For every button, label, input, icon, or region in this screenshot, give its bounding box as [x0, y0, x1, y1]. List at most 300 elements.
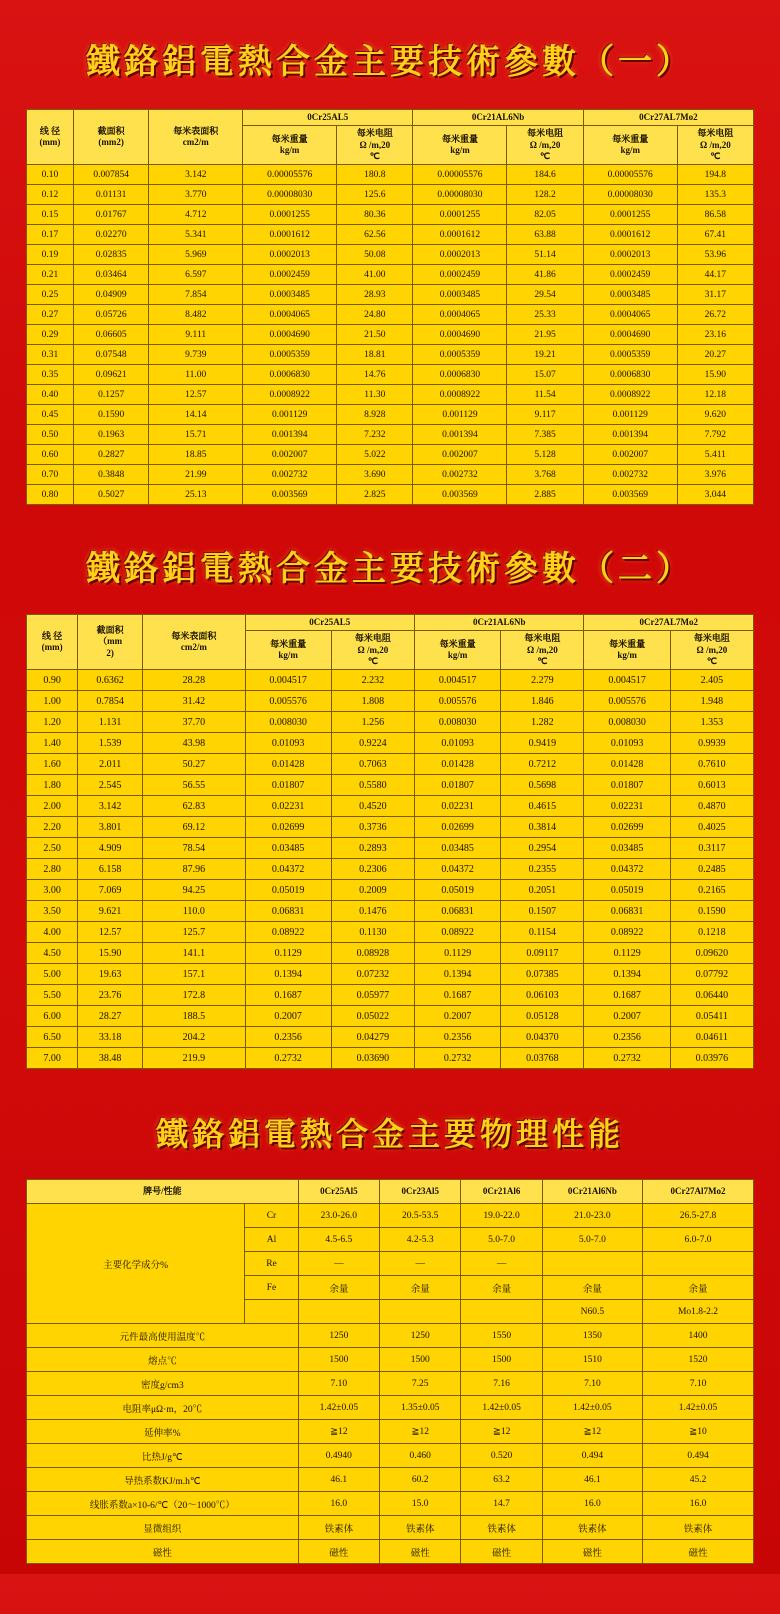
table-cell: 3.00: [27, 880, 78, 901]
table-cell: 0.19: [27, 245, 74, 265]
subheader-resistance-3: 每米电阻 Ω /m,20 ℃: [677, 126, 753, 165]
table-cell: 0.2732: [584, 1048, 670, 1069]
table-cell: 8.928: [337, 405, 413, 425]
header-col-0cr21al6: 0Cr21Al6: [461, 1180, 542, 1204]
table-cell: 0.05128: [501, 1006, 584, 1027]
property-value: 16.0: [298, 1492, 379, 1516]
table-3-wrapper: [0, 1179, 780, 1564]
subheader-resistance-3: 每米电阻 Ω /m,20 ℃: [670, 631, 753, 670]
property-value: 45.2: [643, 1468, 754, 1492]
table-cell: 5.022: [337, 445, 413, 465]
table-cell: 0.2007: [245, 1006, 331, 1027]
table-cell: 0.02270: [73, 225, 148, 245]
table-cell: 194.8: [677, 165, 753, 185]
property-value: 磁性: [643, 1540, 754, 1564]
table-cell: 0.03768: [501, 1048, 584, 1069]
composition-value: 5.0-7.0: [461, 1228, 542, 1252]
property-value: 1550: [461, 1324, 542, 1348]
table-cell: 0.01767: [73, 205, 148, 225]
header-section-area: 截面积 （mm 2): [78, 615, 143, 670]
table-cell: 0.04372: [245, 859, 331, 880]
table-cell: 53.96: [677, 245, 753, 265]
composition-value: —: [461, 1252, 542, 1276]
header-alloy-0cr21al6nb: 0Cr21AL6Nb: [414, 615, 583, 631]
property-value: 0.4940: [298, 1444, 379, 1468]
table-row: [27, 1027, 754, 1048]
table-cell: 0.5027: [73, 485, 148, 505]
table-cell: 0.4870: [670, 796, 753, 817]
table-cell: 9.620: [677, 405, 753, 425]
table-cell: 2.80: [27, 859, 78, 880]
table-cell: 0.04372: [584, 859, 670, 880]
property-value: ≧12: [461, 1420, 542, 1444]
table-cell: 2.50: [27, 838, 78, 859]
table-cell: 12.57: [78, 922, 143, 943]
table-cell: 1.948: [670, 691, 753, 712]
table-row: [27, 425, 754, 445]
composition-value: [643, 1252, 754, 1276]
table-cell: 0.04611: [670, 1027, 753, 1048]
composition-element: Re: [245, 1252, 298, 1276]
table-cell: 0.0005359: [243, 345, 337, 365]
property-value: ≧12: [542, 1420, 642, 1444]
table-cell: 0.0008922: [243, 385, 337, 405]
table-3-body: [27, 1204, 754, 1564]
composition-value: 6.0-7.0: [643, 1228, 754, 1252]
table-cell: 0.70: [27, 465, 74, 485]
table-cell: 1.353: [670, 712, 753, 733]
header-surface-area: 每米表面积 cm2/m: [143, 615, 245, 670]
table-cell: 0.08922: [414, 922, 500, 943]
table-2-head: [27, 615, 754, 670]
table-cell: 1.40: [27, 733, 78, 754]
table-cell: 3.976: [677, 465, 753, 485]
table-cell: 6.50: [27, 1027, 78, 1048]
table-cell: 51.14: [507, 245, 583, 265]
property-row: [27, 1372, 754, 1396]
table-row: [27, 670, 754, 691]
table-row: [27, 922, 754, 943]
table-row: [27, 345, 754, 365]
table-cell: 0.09621: [73, 365, 148, 385]
table-cell: 1.846: [501, 691, 584, 712]
table-cell: 0.45: [27, 405, 74, 425]
table-cell: 23.76: [78, 985, 143, 1006]
table-cell: 0.02699: [245, 817, 331, 838]
table-cell: 19.63: [78, 964, 143, 985]
table-cell: 0.002007: [243, 445, 337, 465]
table-cell: 0.0004065: [243, 305, 337, 325]
table-cell: 125.7: [143, 922, 245, 943]
table-cell: 20.27: [677, 345, 753, 365]
table-cell: 0.2051: [501, 880, 584, 901]
table-cell: 0.9419: [501, 733, 584, 754]
table-cell: 0.50: [27, 425, 74, 445]
table-cell: 184.6: [507, 165, 583, 185]
table-cell: 0.1129: [414, 943, 500, 964]
table-cell: 0.01093: [584, 733, 670, 754]
property-name: 电阻率μΩ·m，20℃: [27, 1396, 299, 1420]
table-cell: 0.07385: [501, 964, 584, 985]
property-name: 比热J/g℃: [27, 1444, 299, 1468]
table-cell: 0.00008030: [583, 185, 677, 205]
property-row: [27, 1324, 754, 1348]
tech-params-table-2: [26, 614, 754, 1069]
table-cell: 7.854: [149, 285, 243, 305]
property-value: 磁性: [542, 1540, 642, 1564]
table-cell: 0.004517: [584, 670, 670, 691]
table-row: [27, 796, 754, 817]
table-cell: 0.04370: [501, 1027, 584, 1048]
table-cell: 0.1476: [331, 901, 414, 922]
table-cell: 26.72: [677, 305, 753, 325]
table-row: [27, 285, 754, 305]
table-cell: 9.739: [149, 345, 243, 365]
subheader-weight-1: 每米重量 kg/m: [245, 631, 331, 670]
table-cell: 0.0004690: [413, 325, 507, 345]
table-cell: 0.1687: [245, 985, 331, 1006]
property-value: 1250: [298, 1324, 379, 1348]
property-value: 16.0: [542, 1492, 642, 1516]
table-cell: 0.06440: [670, 985, 753, 1006]
table-cell: 0.003569: [413, 485, 507, 505]
table-cell: 18.85: [149, 445, 243, 465]
composition-value: 5.0-7.0: [542, 1228, 642, 1252]
table-cell: 12.18: [677, 385, 753, 405]
table-cell: 0.01807: [584, 775, 670, 796]
table-cell: 0.03485: [584, 838, 670, 859]
property-row: [27, 1444, 754, 1468]
property-value: 14.7: [461, 1492, 542, 1516]
table-cell: 1.539: [78, 733, 143, 754]
table-cell: 0.0001255: [413, 205, 507, 225]
property-value: 1400: [643, 1324, 754, 1348]
table-cell: 0.02835: [73, 245, 148, 265]
property-name: 熔点℃: [27, 1348, 299, 1372]
property-value: 1.42±0.05: [643, 1396, 754, 1420]
table-cell: 19.21: [507, 345, 583, 365]
table-cell: 3.690: [337, 465, 413, 485]
table-header-row: [27, 1180, 754, 1204]
property-name: 密度g/cm3: [27, 1372, 299, 1396]
property-value: 16.0: [643, 1492, 754, 1516]
table-row: [27, 205, 754, 225]
table-cell: 69.12: [143, 817, 245, 838]
table-cell: 0.0002013: [243, 245, 337, 265]
subheader-resistance-1: 每米电阻 Ω /m,20 ℃: [337, 126, 413, 165]
table-cell: 0.1218: [670, 922, 753, 943]
table-cell: 11.00: [149, 365, 243, 385]
table-cell: 31.17: [677, 285, 753, 305]
table-cell: 0.001394: [583, 425, 677, 445]
table-row: [27, 165, 754, 185]
table-cell: 0.7854: [78, 691, 143, 712]
table-cell: 3.142: [149, 165, 243, 185]
table-cell: 23.16: [677, 325, 753, 345]
table-cell: 0.05977: [331, 985, 414, 1006]
header-col-0cr21al6nb: 0Cr21Al6Nb: [542, 1180, 642, 1204]
page-title-1: 鐵鉻鋁電熱合金主要技術參數（一）: [86, 44, 694, 81]
table-cell: 7.069: [78, 880, 143, 901]
table-cell: 128.2: [507, 185, 583, 205]
composition-group-label: 主要化学成分%: [27, 1204, 245, 1324]
table-cell: 0.004517: [245, 670, 331, 691]
table-cell: 0.00008030: [243, 185, 337, 205]
composition-value: 20.5-53.5: [380, 1204, 461, 1228]
table-cell: 0.0008922: [413, 385, 507, 405]
table-cell: 0.1130: [331, 922, 414, 943]
composition-element: Cr: [245, 1204, 298, 1228]
table-cell: 0.00005576: [243, 165, 337, 185]
table-cell: 0.002007: [583, 445, 677, 465]
table-cell: 0.003569: [243, 485, 337, 505]
table-cell: 12.57: [149, 385, 243, 405]
property-value: ≧12: [380, 1420, 461, 1444]
property-value: 1500: [461, 1348, 542, 1372]
table-cell: 15.90: [78, 943, 143, 964]
table-cell: 63.88: [507, 225, 583, 245]
tech-params-table-1: [26, 109, 754, 505]
composition-value: 23.0-26.0: [298, 1204, 379, 1228]
table-row: [27, 859, 754, 880]
composition-value: —: [298, 1252, 379, 1276]
table-cell: 0.1394: [414, 964, 500, 985]
property-value: 铁素体: [542, 1516, 642, 1540]
table-cell: 7.232: [337, 425, 413, 445]
table-row: [27, 485, 754, 505]
table-cell: 0.2732: [414, 1048, 500, 1069]
table-cell: 3.768: [507, 465, 583, 485]
header-wire-diameter: 线 径 (mm): [27, 110, 74, 165]
table-row: [27, 901, 754, 922]
subheader-weight-1: 每米重量 kg/m: [243, 126, 337, 165]
table-cell: 0.2007: [584, 1006, 670, 1027]
table-cell: 0.01807: [414, 775, 500, 796]
table-cell: 0.0004065: [583, 305, 677, 325]
table-cell: 0.2165: [670, 880, 753, 901]
table-cell: 0.03485: [245, 838, 331, 859]
property-value: 1520: [643, 1348, 754, 1372]
table-1-head: [27, 110, 754, 165]
composition-element: Fe: [245, 1276, 298, 1300]
table-row: [27, 405, 754, 425]
table-cell: 0.0003485: [583, 285, 677, 305]
table-cell: 0.03485: [414, 838, 500, 859]
table-cell: 0.35: [27, 365, 74, 385]
property-name: 延伸率%: [27, 1420, 299, 1444]
table-cell: 28.27: [78, 1006, 143, 1027]
table-cell: 6.158: [78, 859, 143, 880]
table-cell: 0.07792: [670, 964, 753, 985]
subheader-resistance-2: 每米电阻 Ω /m,20 ℃: [501, 631, 584, 670]
table-cell: 0.6362: [78, 670, 143, 691]
table-cell: 1.00: [27, 691, 78, 712]
table-cell: 0.27: [27, 305, 74, 325]
table-cell: 1.282: [501, 712, 584, 733]
table-2-body: [27, 670, 754, 1069]
table-cell: 50.08: [337, 245, 413, 265]
table-cell: 2.00: [27, 796, 78, 817]
property-name: 显微组织: [27, 1516, 299, 1540]
table-row: [27, 1048, 754, 1069]
header-alloy-0cr25al5: 0Cr25AL5: [243, 110, 413, 126]
table-cell: 50.27: [143, 754, 245, 775]
table-cell: 0.7212: [501, 754, 584, 775]
table-cell: 3.770: [149, 185, 243, 205]
property-value: 1250: [380, 1324, 461, 1348]
property-value: 磁性: [461, 1540, 542, 1564]
table-row: [27, 943, 754, 964]
table-row: [27, 225, 754, 245]
table-cell: 0.0005359: [583, 345, 677, 365]
table-cell: 31.42: [143, 691, 245, 712]
composition-value: N60.5: [542, 1300, 642, 1324]
subheader-weight-3: 每米重量 kg/m: [583, 126, 677, 165]
composition-row: [27, 1204, 754, 1228]
table-cell: 0.1687: [584, 985, 670, 1006]
table-cell: 5.128: [507, 445, 583, 465]
table-cell: 0.2954: [501, 838, 584, 859]
table-cell: 0.01807: [245, 775, 331, 796]
table-cell: 0.0004065: [413, 305, 507, 325]
composition-value: 19.0-22.0: [461, 1204, 542, 1228]
table-cell: 7.792: [677, 425, 753, 445]
property-row: [27, 1420, 754, 1444]
table-cell: 0.1394: [584, 964, 670, 985]
property-value: 0.494: [542, 1444, 642, 1468]
table-cell: 110.0: [143, 901, 245, 922]
table-cell: 0.4520: [331, 796, 414, 817]
property-value: 1350: [542, 1324, 642, 1348]
composition-value: —: [380, 1252, 461, 1276]
property-value: 46.1: [298, 1468, 379, 1492]
table-cell: 41.00: [337, 265, 413, 285]
table-cell: 0.0003485: [413, 285, 507, 305]
table-row: [27, 445, 754, 465]
table-row: [27, 775, 754, 796]
header-col-0cr27al7mo2: 0Cr27Al7Mo2: [643, 1180, 754, 1204]
table-cell: 86.58: [677, 205, 753, 225]
composition-value: 4.2-5.3: [380, 1228, 461, 1252]
table-cell: 0.03976: [670, 1048, 753, 1069]
table-cell: 5.969: [149, 245, 243, 265]
table-cell: 0.0001612: [583, 225, 677, 245]
table-cell: 0.08928: [331, 943, 414, 964]
table-cell: 38.48: [78, 1048, 143, 1069]
subheader-resistance-2: 每米电阻 Ω /m,20 ℃: [507, 126, 583, 165]
table-cell: 62.56: [337, 225, 413, 245]
table-cell: 0.29: [27, 325, 74, 345]
table-cell: 0.03690: [331, 1048, 414, 1069]
table-cell: 15.90: [677, 365, 753, 385]
property-value: 1.42±0.05: [298, 1396, 379, 1420]
table-cell: 0.008030: [584, 712, 670, 733]
table-cell: 1.80: [27, 775, 78, 796]
table-cell: 0.2893: [331, 838, 414, 859]
property-name: 元件最高使用温度℃: [27, 1324, 299, 1348]
property-value: 铁素体: [298, 1516, 379, 1540]
table-cell: 0.60: [27, 445, 74, 465]
property-value: 1.42±0.05: [542, 1396, 642, 1420]
property-value: 7.10: [298, 1372, 379, 1396]
table-cell: 0.07548: [73, 345, 148, 365]
property-value: 铁素体: [380, 1516, 461, 1540]
table-cell: 18.81: [337, 345, 413, 365]
table-cell: 0.001394: [413, 425, 507, 445]
table-cell: 11.54: [507, 385, 583, 405]
table-cell: 157.1: [143, 964, 245, 985]
table-row: [27, 712, 754, 733]
table-cell: 37.70: [143, 712, 245, 733]
table-cell: 141.1: [143, 943, 245, 964]
table-cell: 0.02699: [414, 817, 500, 838]
header-alloy-0cr25al5: 0Cr25AL5: [245, 615, 414, 631]
table-cell: 0.2007: [414, 1006, 500, 1027]
composition-value: Mo1.8-2.2: [643, 1300, 754, 1324]
table-cell: 0.00008030: [413, 185, 507, 205]
composition-value: 21.0-23.0: [542, 1204, 642, 1228]
table-cell: 9.111: [149, 325, 243, 345]
table-cell: 28.93: [337, 285, 413, 305]
table-row: [27, 733, 754, 754]
table-cell: 219.9: [143, 1048, 245, 1069]
table-cell: 0.09117: [501, 943, 584, 964]
table-cell: 11.30: [337, 385, 413, 405]
table-cell: 0.06605: [73, 325, 148, 345]
table-cell: 135.3: [677, 185, 753, 205]
table-cell: 1.60: [27, 754, 78, 775]
table-cell: 80.36: [337, 205, 413, 225]
table-cell: 0.12: [27, 185, 74, 205]
table-cell: 5.341: [149, 225, 243, 245]
composition-value: [542, 1252, 642, 1276]
table-cell: 0.005576: [414, 691, 500, 712]
composition-value: 余量: [380, 1276, 461, 1300]
table-cell: 0.08922: [584, 922, 670, 943]
table-cell: 0.6013: [670, 775, 753, 796]
property-value: 1510: [542, 1348, 642, 1372]
table-cell: 0.1129: [245, 943, 331, 964]
table-cell: 172.8: [143, 985, 245, 1006]
table-cell: 0.007854: [73, 165, 148, 185]
table-cell: 25.33: [507, 305, 583, 325]
table-cell: 62.83: [143, 796, 245, 817]
table-cell: 3.50: [27, 901, 78, 922]
table-cell: 0.008030: [414, 712, 500, 733]
property-value: ≧12: [298, 1420, 379, 1444]
table-cell: 0.1590: [670, 901, 753, 922]
table-cell: 0.002732: [243, 465, 337, 485]
table-cell: 0.06831: [245, 901, 331, 922]
table-cell: 14.76: [337, 365, 413, 385]
table-cell: 0.004517: [414, 670, 500, 691]
table-cell: 0.2306: [331, 859, 414, 880]
table-row: [27, 754, 754, 775]
property-row: [27, 1516, 754, 1540]
table-header-row: [27, 110, 754, 126]
composition-value: 余量: [298, 1276, 379, 1300]
table-cell: 29.54: [507, 285, 583, 305]
table-cell: 0.06831: [414, 901, 500, 922]
property-name: 导热系数KJ/m.h℃: [27, 1468, 299, 1492]
table-cell: 0.002732: [413, 465, 507, 485]
table-cell: 0.0002013: [413, 245, 507, 265]
table-cell: 0.04909: [73, 285, 148, 305]
property-value: 60.2: [380, 1468, 461, 1492]
table-cell: 0.1129: [584, 943, 670, 964]
table-cell: 0.1257: [73, 385, 148, 405]
table-cell: 2.20: [27, 817, 78, 838]
